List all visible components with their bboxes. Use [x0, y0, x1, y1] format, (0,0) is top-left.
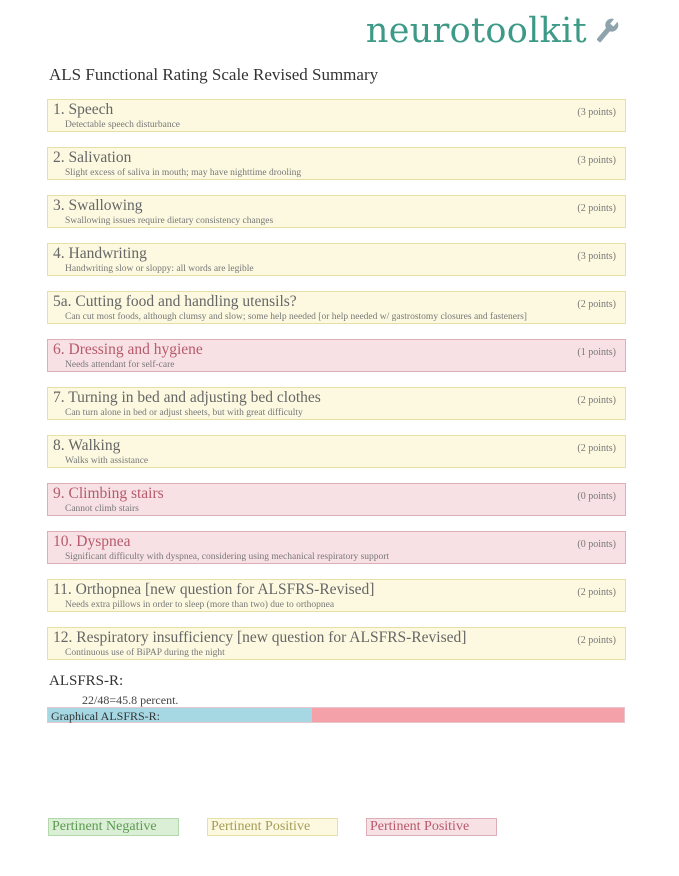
- item-description: Can turn alone in bed or adjust sheets, but with great difficulty: [65, 408, 303, 418]
- item-title: 5a. Cutting food and handling utensils?: [53, 293, 297, 310]
- item-points: (3 points): [577, 251, 616, 262]
- item-description: Needs attendant for self-care: [65, 360, 175, 370]
- item-description: Cannot climb stairs: [65, 504, 139, 514]
- item-orthopnea: [47, 579, 626, 612]
- item-title: 12. Respiratory insufficiency [new question for ALSFRS-Revised]: [53, 629, 467, 646]
- item-points: (1 points): [577, 347, 616, 358]
- legend-pertinent-negative: [48, 818, 179, 836]
- item-points: (2 points): [577, 299, 616, 310]
- alsfrs-graph-label: Graphical ALSFRS-R:: [51, 709, 161, 723]
- item-dressing-hygiene: [47, 339, 626, 372]
- item-description: Continuous use of BiPAP during the night: [65, 648, 225, 658]
- item-handwriting: [47, 243, 626, 276]
- item-title: 2. Salivation: [53, 149, 132, 166]
- item-swallowing: [47, 195, 626, 228]
- item-description: Can cut most foods, although clumsy and slow; some help needed [or help needed w/ gastrostomy closures and fasteners]: [65, 312, 527, 322]
- legend-label: Pertinent Positive: [211, 819, 311, 834]
- item-points: (0 points): [577, 491, 616, 502]
- item-title: 11. Orthopnea [new question for ALSFRS-Revised]: [53, 581, 375, 598]
- item-salivation: [47, 147, 626, 180]
- item-description: Significant difficulty with dyspnea, considering using mechanical respiratory support: [65, 552, 390, 562]
- item-points: (2 points): [577, 635, 616, 646]
- item-cutting-food: [47, 291, 626, 324]
- item-description: Detectable speech disturbance: [65, 120, 180, 130]
- item-points: (3 points): [577, 155, 616, 166]
- item-points: (3 points): [577, 107, 616, 118]
- alsfrs-graph-bar: [47, 707, 625, 723]
- legend-label: Pertinent Positive: [370, 819, 470, 834]
- item-description: Swallowing issues require dietary consistency changes: [65, 216, 274, 226]
- item-description: Needs extra pillows in order to sleep (more than two) due to orthopnea: [65, 600, 335, 610]
- item-title: 8. Walking: [53, 437, 121, 454]
- item-speech: [47, 99, 626, 132]
- logo: [365, 11, 623, 51]
- item-title: 10. Dyspnea: [53, 533, 131, 550]
- logo-text: neurotoolkit: [365, 11, 587, 51]
- item-points: (0 points): [577, 539, 616, 550]
- item-description: Slight excess of saliva in mouth; may have nighttime drooling: [65, 168, 302, 178]
- item-title: 4. Handwriting: [53, 245, 147, 262]
- item-climbing-stairs: [47, 483, 626, 516]
- item-description: Handwriting slow or sloppy: all words are legible: [65, 264, 254, 274]
- item-walking: [47, 435, 626, 468]
- item-points: (2 points): [577, 443, 616, 454]
- rating-items-list: [47, 99, 626, 675]
- alsfrs-total-value: 22/48=45.8 percent.: [82, 693, 179, 707]
- item-description: Walks with assistance: [65, 456, 149, 466]
- item-points: (2 points): [577, 587, 616, 598]
- item-points: (2 points): [577, 395, 616, 406]
- item-dyspnea: [47, 531, 626, 564]
- legend-label: Pertinent Negative: [52, 819, 157, 834]
- item-title: 9. Climbing stairs: [53, 485, 164, 502]
- wrench-icon: [589, 15, 623, 49]
- item-title: 7. Turning in bed and adjusting bed clothes: [53, 389, 321, 406]
- item-title: 6. Dressing and hygiene: [53, 341, 203, 358]
- legend-pertinent-positive-severe: [366, 818, 497, 836]
- legend-pertinent-positive: [207, 818, 338, 836]
- item-respiratory-insufficiency: [47, 627, 626, 660]
- alsfrs-total-label: ALSFRS-R:: [49, 673, 124, 689]
- item-points: (2 points): [577, 203, 616, 214]
- item-title: 3. Swallowing: [53, 197, 143, 214]
- item-turning-in-bed: [47, 387, 626, 420]
- item-title: 1. Speech: [53, 101, 114, 118]
- page-title: ALS Functional Rating Scale Revised Summary: [49, 65, 379, 84]
